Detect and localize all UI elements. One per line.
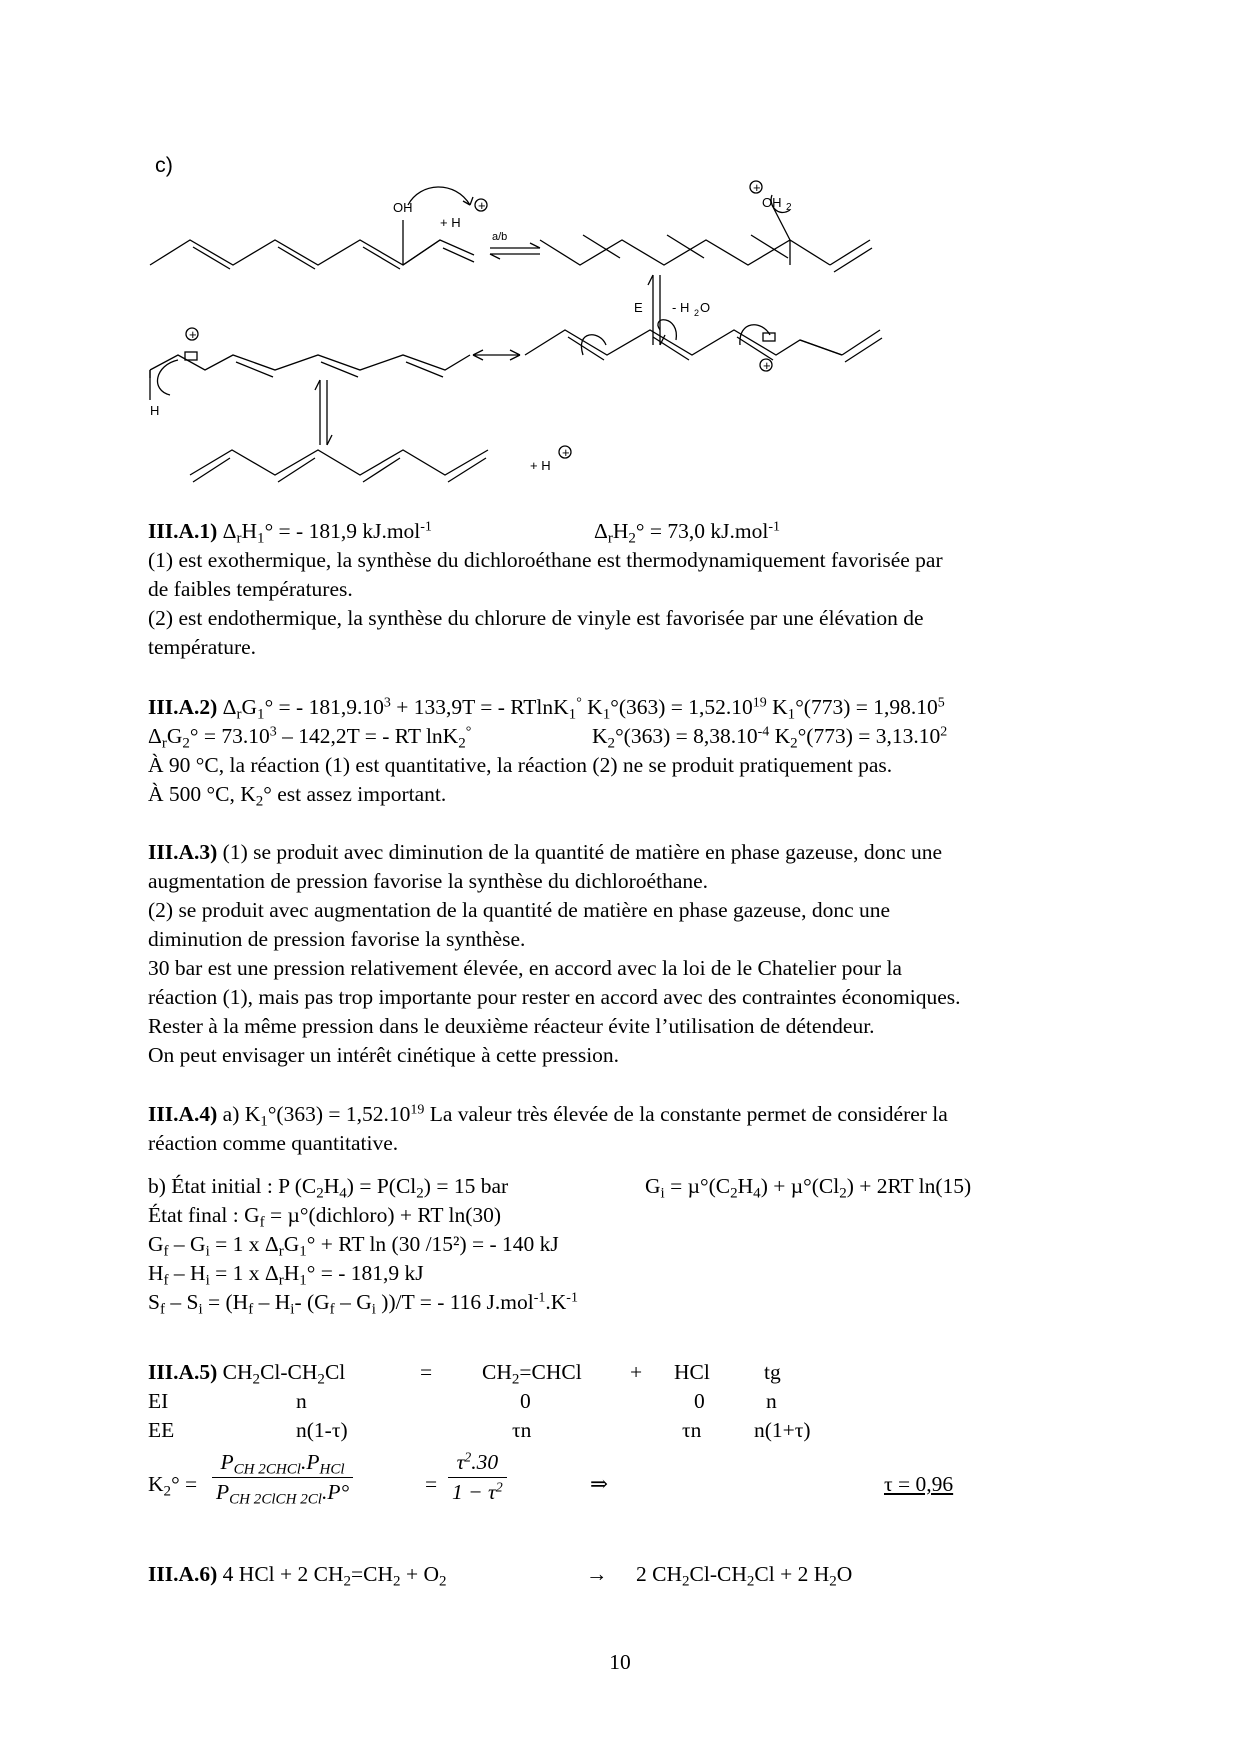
a5-fraction-1: $\frac{P_{CH 2CHCl}.P_{HCl}}{P_{CH 2ClCH 2Cl}.P^\circ}$ [212, 1448, 353, 1507]
svg-text:+: + [753, 180, 761, 195]
a5-fraction-2: $\frac{\tau^2.30}{1 - \tau^2}$ [448, 1448, 507, 1507]
a5-ei-0b: 0 [694, 1389, 705, 1413]
a6-equation: III.A.6) 4 HCl + 2 $CH_2=CH_2 + O_2$ [148, 1562, 447, 1590]
a5-equals2: = [425, 1472, 438, 1496]
a5-ee-n: n(1-τ) [296, 1418, 348, 1442]
a6-products: 2 $CH_2Cl-CH_2Cl + 2$ $H_2O$ [636, 1562, 853, 1590]
a5-tg: tg [764, 1360, 781, 1384]
a5-ee-label: EE [148, 1418, 175, 1442]
svg-text:2: 2 [694, 308, 700, 318]
a5-equation-left: III.A.5) $CH_2Cl-CH_2Cl$ [148, 1360, 346, 1388]
a5-implies: ⇒ [590, 1472, 609, 1496]
a4-s-line: $S_f - S_i = (H_f - H_i-$ ($G_f - G_i$ ))/T = - 116 $J.mol^{-1}.K^{-1}$ [148, 1290, 578, 1318]
a5-ee-tn2: τn [682, 1418, 702, 1442]
plus-h-label: + H [440, 215, 461, 230]
a4-paragraph: III.A.4) a) $K_1^\circ(363) = 1,52.10^{19}$ La valeur très élevée de la constante permet de considérer la réaction comme quantitative. [148, 1102, 948, 1155]
a2-k2-values: $K_2^\circ(363) = 8,38.10^{-4}$ $K_2^\circ(773) = 3,13.10^2$ [592, 724, 948, 752]
a6-arrow: → [586, 1562, 608, 1586]
section-label-c: c) [155, 153, 173, 177]
ab-label: a/b [492, 231, 508, 243]
a5-ei-n: n [296, 1389, 307, 1413]
oh2-label: OH [762, 195, 782, 210]
plus-sign-1: + [478, 198, 486, 213]
a5-ei-tg: n [766, 1389, 777, 1413]
svg-text:+: + [763, 358, 771, 373]
oh-label: OH [393, 200, 413, 215]
plus-h-final-label: + H [530, 458, 551, 473]
a1-dh2: $\Delta_rH_2^\circ = 73,0$ kJ.mol$^{-1}$ [594, 519, 780, 547]
a4-h-line: $H_f - H_i = 1$ x $\Delta_rH_1^\circ$ = - 181,9 kJ [148, 1261, 424, 1289]
a3-paragraph: III.A.3) (1) se produit avec diminution de la quantité de matière en phase gazeuse, donc une augmentation de pression favorise la synthèse du dichloroéthane. (2) se produit avec augmentation de la quantité de matière en phase gazeuse, donc une diminution de pression favorise la synthèse. 30 bar est une pression relativement élevée, en accord avec la loi de le Chatelier pour la réaction (1), mais pas trop importante pour rester en accord avec des contraintes économiques. Rester à la même pression dans le deuxième réacteur évite l’utilisation de détendeur. On peut envisager un intérêt cinétique à cette pression. [148, 840, 961, 1067]
a4-final: État final : $G_f$ = µ°(dichloro) + RT ln(30) [148, 1203, 502, 1231]
a1-heading-line: III.A.1) $\Delta_rH_1^\circ$ = - 181,9 kJ.mol$^{-1}$ [148, 519, 432, 547]
a1-paragraph: (1) est exothermique, la synthèse du dichloroéthane est thermodynamiquement favorisée par de faibles températures. (2) est endothermique, la synthèse du chlorure de vinyle est favorisée par une élévation de température. [148, 548, 943, 659]
a5-ee-tn1: τn [512, 1418, 532, 1442]
svg-text:+: + [562, 445, 570, 460]
a5-k2-label: $K_2^\circ$ = [148, 1472, 198, 1500]
a5-ei-label: EI [148, 1389, 169, 1413]
h-label: H [150, 403, 160, 418]
a2-line1: III.A.2) $\Delta_rG_1^\circ$ = - $181,9.10^3 + 133,9T$ = - RTlnK$_1$° $K_1^\circ(363) = 1,52.10^{19}$ $K_1^\circ(773) = 1,98.10^5$ [148, 695, 945, 723]
svg-text:+: + [189, 327, 197, 342]
a5-result: τ = 0,96 [884, 1472, 954, 1496]
a5-plus: + [630, 1360, 643, 1384]
a5-hcl: HCl [674, 1360, 710, 1384]
a4-g-line: $G_f - G_i = 1$ x $\Delta_rG_1^\circ$ + RT ln (30 /15²) = - 140 kJ [148, 1232, 559, 1260]
a5-ei-0a: 0 [520, 1389, 531, 1413]
minus-h2o-label: - H [672, 300, 690, 315]
a2-line3: À 90 °C, la réaction (1) est quantitative, la réaction (2) ne se produit pratiquement pas. [148, 753, 893, 777]
page-number: 10 [609, 1650, 631, 1674]
a2-line2: $\Delta_rG_2^\circ = 73.10^3 - 142,2T$ = - RT lnK$_2$° [148, 724, 472, 752]
a5-ee-tg: n(1+τ) [754, 1418, 811, 1442]
svg-text:2: 2 [786, 202, 792, 213]
svg-text:O: O [700, 300, 711, 315]
a5-product1: $CH_2=CHCl$ [482, 1360, 582, 1388]
a4-b-initial: b) État initial : P $(C_2H_4) = P(Cl_2) = 15$ bar [148, 1174, 509, 1202]
a2-line4: À 500 °C, $K_2^\circ$ est assez important. [148, 782, 447, 810]
e-label: E [634, 300, 643, 315]
a5-equals: = [420, 1360, 433, 1384]
reaction-scheme [0, 0, 1240, 490]
a4-gi: $G_i = \mu^\circ(C_2H_4) + \mu^\circ(Cl_2) + 2RT$ ln(15) [645, 1174, 972, 1202]
